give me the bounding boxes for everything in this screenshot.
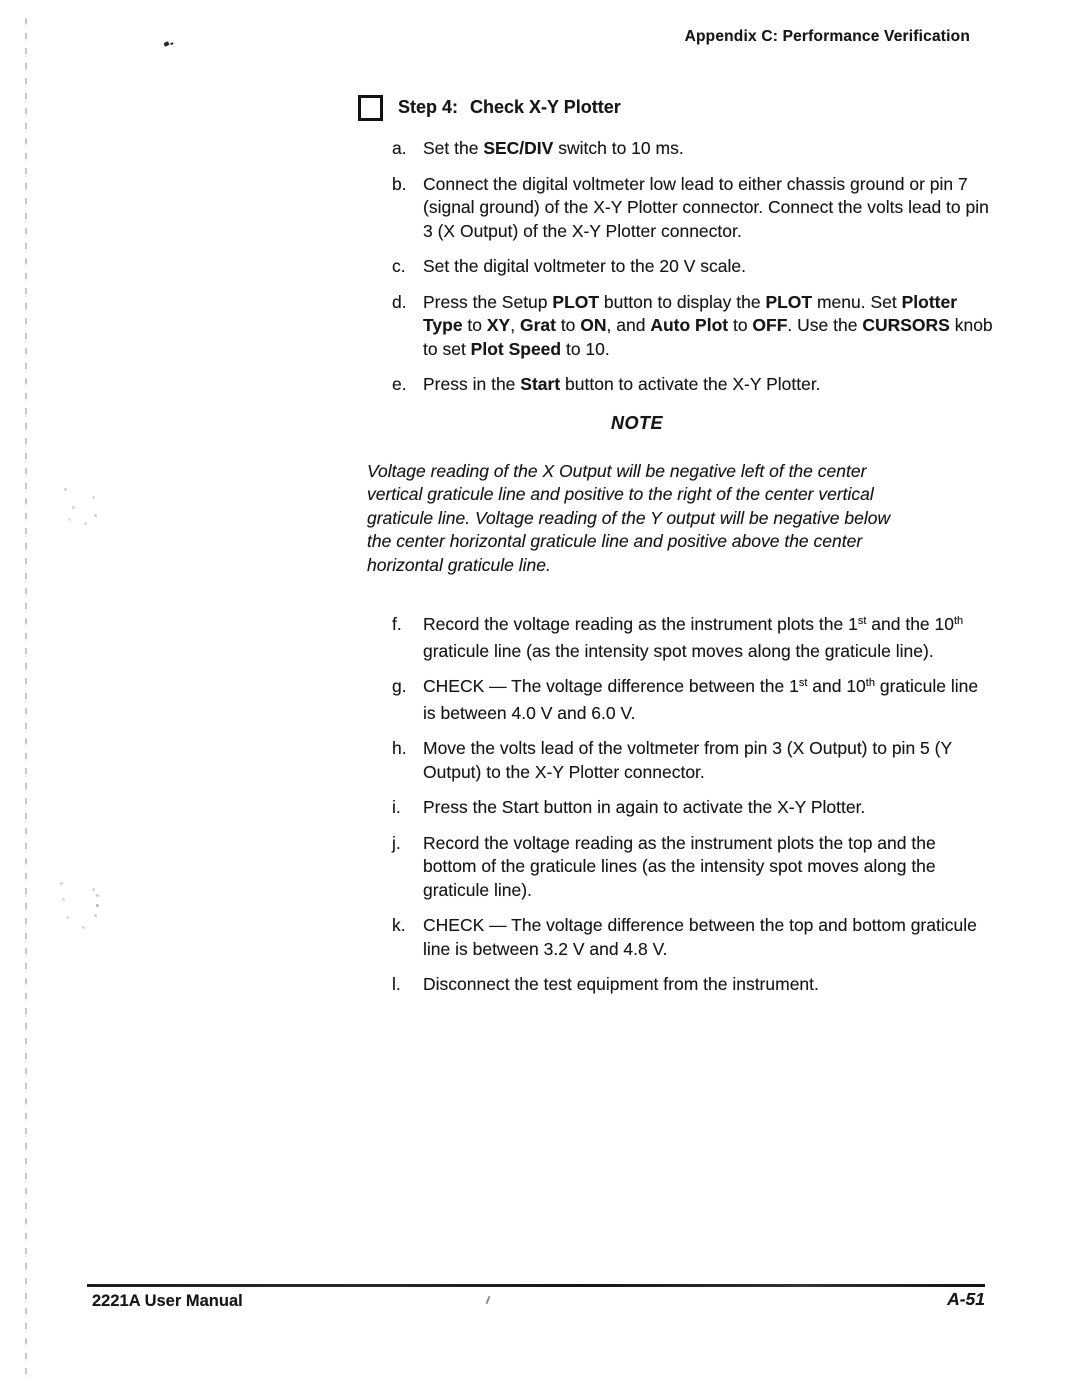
list-item-letter: b. [392,173,407,194]
scan-edge-line [25,18,27,1380]
list-item-letter: k. [392,915,406,935]
list-item [392,373,993,397]
list-item-text: Move the volts lead of the voltmeter from pin 3 (X Output) to pin 5 (Y Output) to the X-Y Plotter connector. [423,738,952,782]
list-item-text: Press the Setup PLOT button to display the PLOT menu. Set Plotter Type to XY, Grat to ON, and Auto Plot to OFF. Use the CURSORS knob to set Plot Speed to 10. [423,291,993,359]
scan-speckle [64,488,67,491]
list-item-text: Set the SEC/DIV switch to 10 ms. [423,138,684,158]
scan-speckle [60,882,63,885]
list-item-text: Connect the digital voltmeter low lead to either chassis ground or pin 7 (signal ground) of the X-Y Plotter connector. Connect the volts lead to pin 3 (X Output) of the X-Y Plotter connector. [423,173,989,241]
scan-tick-mark [486,1296,491,1304]
note-title: NOTE [610,412,663,433]
list-item-letter: d. [392,291,407,312]
list-item-letter: l. [392,974,401,994]
step-list-a-e [392,137,998,397]
list-item [392,613,993,663]
list-item-letter: i. [392,797,401,817]
list-item-text: Record the voltage reading as the instrument plots the 1st and the 10th graticule line (as the intensity spot moves along the graticule line). [423,614,964,661]
list-item-letter: h. [392,738,407,758]
list-item [392,796,993,820]
list-item-letter: j. [392,832,401,853]
step-checkbox-icon [358,95,383,121]
list-item-text: Press in the Start button to activate the X-Y Plotter. [423,374,821,394]
list-item-text: Record the voltage reading as the instrument plots the top and the bottom of the graticule lines (as the intensity spot moves along the graticule line). [423,832,936,900]
step-heading-row [358,94,998,121]
step-label: Step 4: [398,97,459,117]
page-header: Appendix C: Performance Verification [684,28,970,45]
list-item-letter: c. [392,256,406,276]
content-area [358,94,998,1009]
list-item-letter: a. [392,138,407,158]
list-item-text: CHECK — The voltage difference between the 1st and 10th graticule line is between 4.0 V and 6.0 V. [423,676,979,723]
list-item [392,737,993,784]
list-item-text: CHECK — The voltage difference between the top and bottom graticule line is between 3.2 V and 4.8 V. [423,915,977,959]
list-item [392,675,993,725]
list-item [392,914,993,961]
step-title [398,94,621,120]
list-item [392,973,993,997]
list-item [392,832,993,903]
list-item-text: Set the digital voltmeter to the 20 V scale. [423,256,746,276]
note-body: Voltage reading of the X Output will be negative left of the center vertical graticule line and positive to the right of the center vertical graticule line. Voltage reading of the Y output will be negative below the center horizontal graticule line and positive above the center horizontal graticule line. [367,460,891,575]
list-item-letter: f. [392,614,402,634]
list-item-letter: e. [392,374,407,394]
list-item [392,173,993,244]
list-item-text: Press the Start button in again to activate the X-Y Plotter. [423,797,866,817]
step-name: Check X-Y Plotter [470,97,621,117]
list-item [392,291,993,362]
list-item [392,255,993,279]
ink-smudge [163,41,169,47]
step-list-f-l [392,613,998,997]
list-item-letter: g. [392,676,407,696]
list-item-text: Disconnect the test equipment from the instrument. [423,974,819,994]
footer-rule [87,1284,985,1287]
footer-page-number: A-51 [947,1289,985,1309]
footer-manual-title: 2221A User Manual [92,1292,243,1310]
list-item [392,137,993,161]
